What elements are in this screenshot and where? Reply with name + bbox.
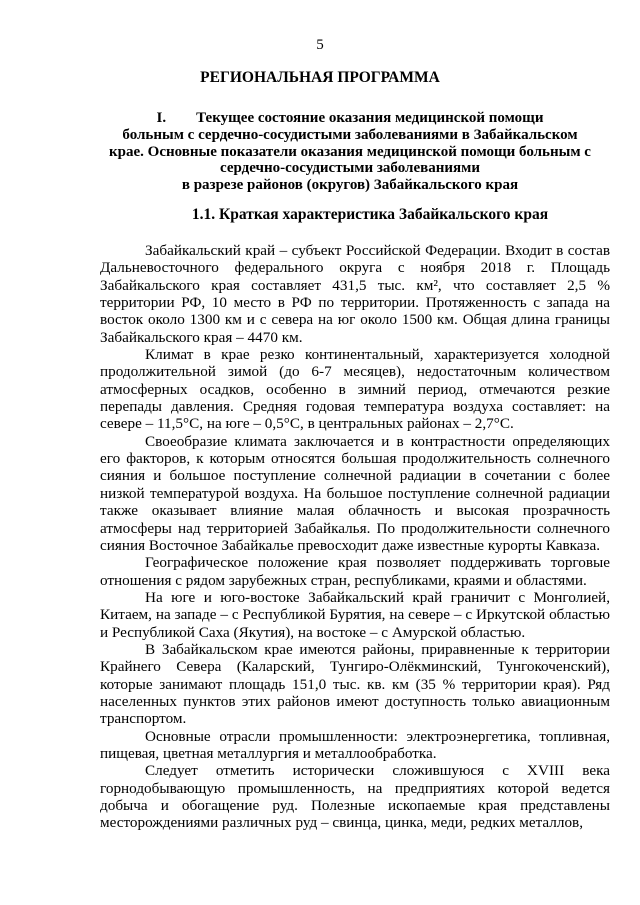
paragraph-geography: Географическое положение края позволяет поддерживать торговые отношения с рядом зарубежных стран, республиками, краями и областями. <box>100 554 610 589</box>
chapter-heading-line: больным с сердечно-сосудистыми заболеваниями в Забайкальском <box>122 126 578 143</box>
chapter-heading <box>100 110 600 194</box>
section-title: 1.1. Краткая характеристика Забайкальского края <box>191 206 549 223</box>
body-text <box>100 242 610 832</box>
chapter-heading-line: I. Текущее состояние оказания медицинской помощи <box>156 110 544 126</box>
paragraph-climate-features: Своеобразие климата заключается и в контрастности определяющих его факторов, к которым относятся большая продолжительность солнечного сияния и большое поступление солнечной радиации в сочетании с более низкой температурой воздуха. На большое поступление солнечной радиации также оказывает влияние малая облачность и высокая прозрачность атмосферы над территорией Забайкалья. По продолжительности солнечного сияния Восточное Забайкалье превосходит даже известные курорты Кавказа. <box>100 432 610 554</box>
paragraph-industry: Основные отрасли промышленности: электроэнергетика, топливная, пищевая, цветная металлургия и металлообработка. <box>100 727 610 762</box>
paragraph-climate: Климат в крае резко континентальный, характеризуется холодной продолжительной зимой (до 6-7 месяцев), недостаточным количеством атмосферных осадков, особенно в зимний период, отмечаются резкие перепады давления. Средняя годовая температура воздуха составляет: на севере – 11,5°С, на юге – 0,5°С, в центральных районах – 2,7°С. <box>100 346 610 433</box>
paragraph-borders: На юге и юго-востоке Забайкальский край граничит с Монголией, Китаем, на западе – с Республикой Бурятия, на севере – с Иркутской областью и Республикой Саха (Якутия), на востоке – с Амурской областью. <box>100 588 610 641</box>
chapter-heading-line: в разрезе районов (округов) Забайкальского края <box>181 177 519 194</box>
paragraph-mining: Следует отметить исторически сложившуюся с XVIII века горнодобывающую промышленность, на предприятиях которой ведется добыча и обогащение руд. Полезные ископаемые края представлены месторождениями различных руд – свинца, цинка, меди, редких металлов, <box>100 762 610 832</box>
paragraph-far-north: В Забайкальском крае имеются районы, приравненные к территории Крайнего Севера (Каларский, Тунгиро-Олёкминский, Тунгокоченский), которые занимают площадь 151,0 тыс. кв. км (35 % территории края). Ряд населенных пунктов этих районов имеют доступность только авиационным транспортом. <box>100 640 610 728</box>
program-title: РЕГИОНАЛЬНАЯ ПРОГРАММА <box>200 69 440 86</box>
paragraph-region-overview: Забайкальский край – субъект Российской Федерации. Входит в состав Дальневосточного федерального округа с ноября 2018 г. Площадь Забайкальского края составляет 431,5 тыс. км², что составляет 2,5 % территории РФ, 10 место в РФ по территории. Протяженность с запада на восток около 1300 км и с севера на юг около 1500 км. Общая длина границы Забайкальского края – 4470 км. <box>100 242 610 346</box>
chapter-heading-line: сердечно-сосудистыми заболеваниями <box>220 160 480 177</box>
page-number: 5 <box>316 37 324 53</box>
chapter-heading-line: крае. Основные показатели оказания медицинской помощи больным с <box>109 143 591 160</box>
